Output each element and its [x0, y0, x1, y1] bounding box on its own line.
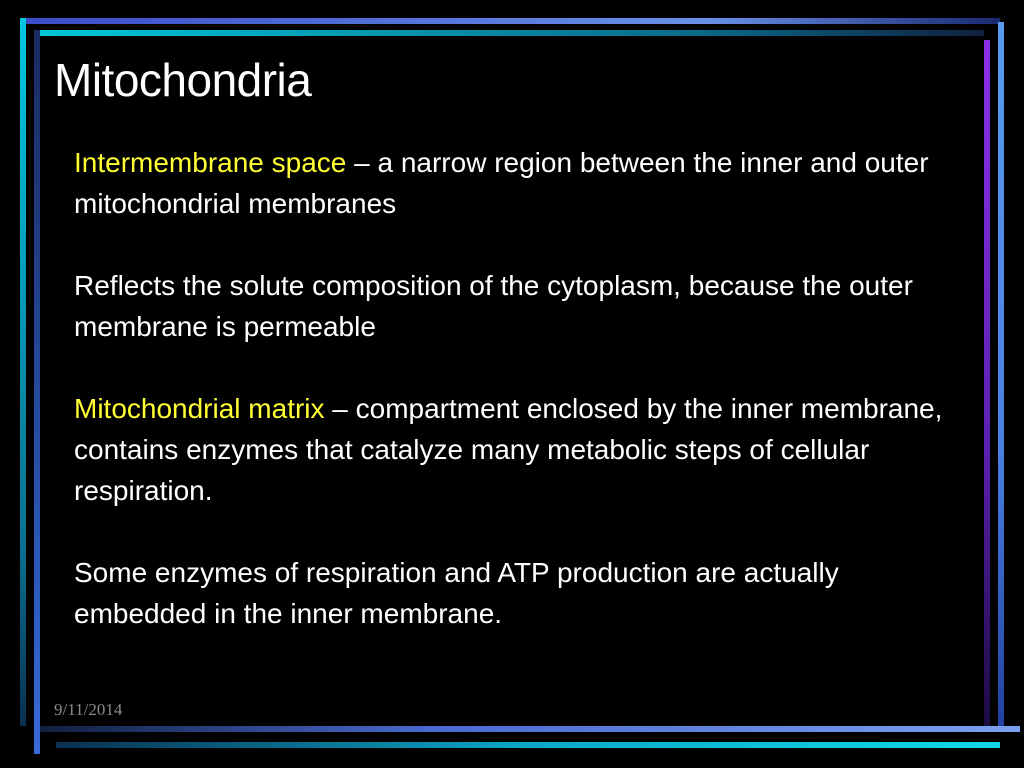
slide-title: Mitochondria: [54, 54, 312, 106]
paragraph-text: – a narrow region between the inner and outer mitochondrial membranes: [74, 147, 929, 219]
paragraph-intermembrane-space: [74, 142, 964, 224]
paragraph-mitochondrial-matrix: [74, 388, 964, 511]
term-intermembrane-space: Intermembrane space: [74, 147, 347, 178]
frame-bar-left-outer: [20, 18, 26, 726]
slide-body: [74, 142, 964, 634]
term-mitochondrial-matrix: Mitochondrial matrix: [74, 393, 325, 424]
slide-date: 9/11/2014: [54, 700, 123, 719]
frame-bar-top-inner: [34, 30, 984, 36]
frame-bar-right-inner: [984, 40, 990, 730]
paragraph-text: Some enzymes of respiration and ATP production are actually embedded in the inner membrane.: [74, 557, 839, 629]
paragraph-text: Reflects the solute composition of the cytoplasm, because the outer membrane is permeable: [74, 270, 913, 342]
paragraph-text: – compartment enclosed by the inner membrane, contains enzymes that catalyze many metabolic steps of cellular respiration.: [74, 393, 943, 506]
frame-bar-right-outer: [998, 22, 1004, 730]
paragraph-embedded-enzymes: [74, 552, 964, 634]
frame-bar-bottom-inner: [56, 742, 1000, 748]
paragraph-solute-composition: [74, 265, 964, 347]
frame-bar-top-outer: [20, 18, 1000, 24]
frame-bar-left-inner: [34, 30, 40, 754]
frame-bar-bottom-outer: [40, 726, 1020, 732]
